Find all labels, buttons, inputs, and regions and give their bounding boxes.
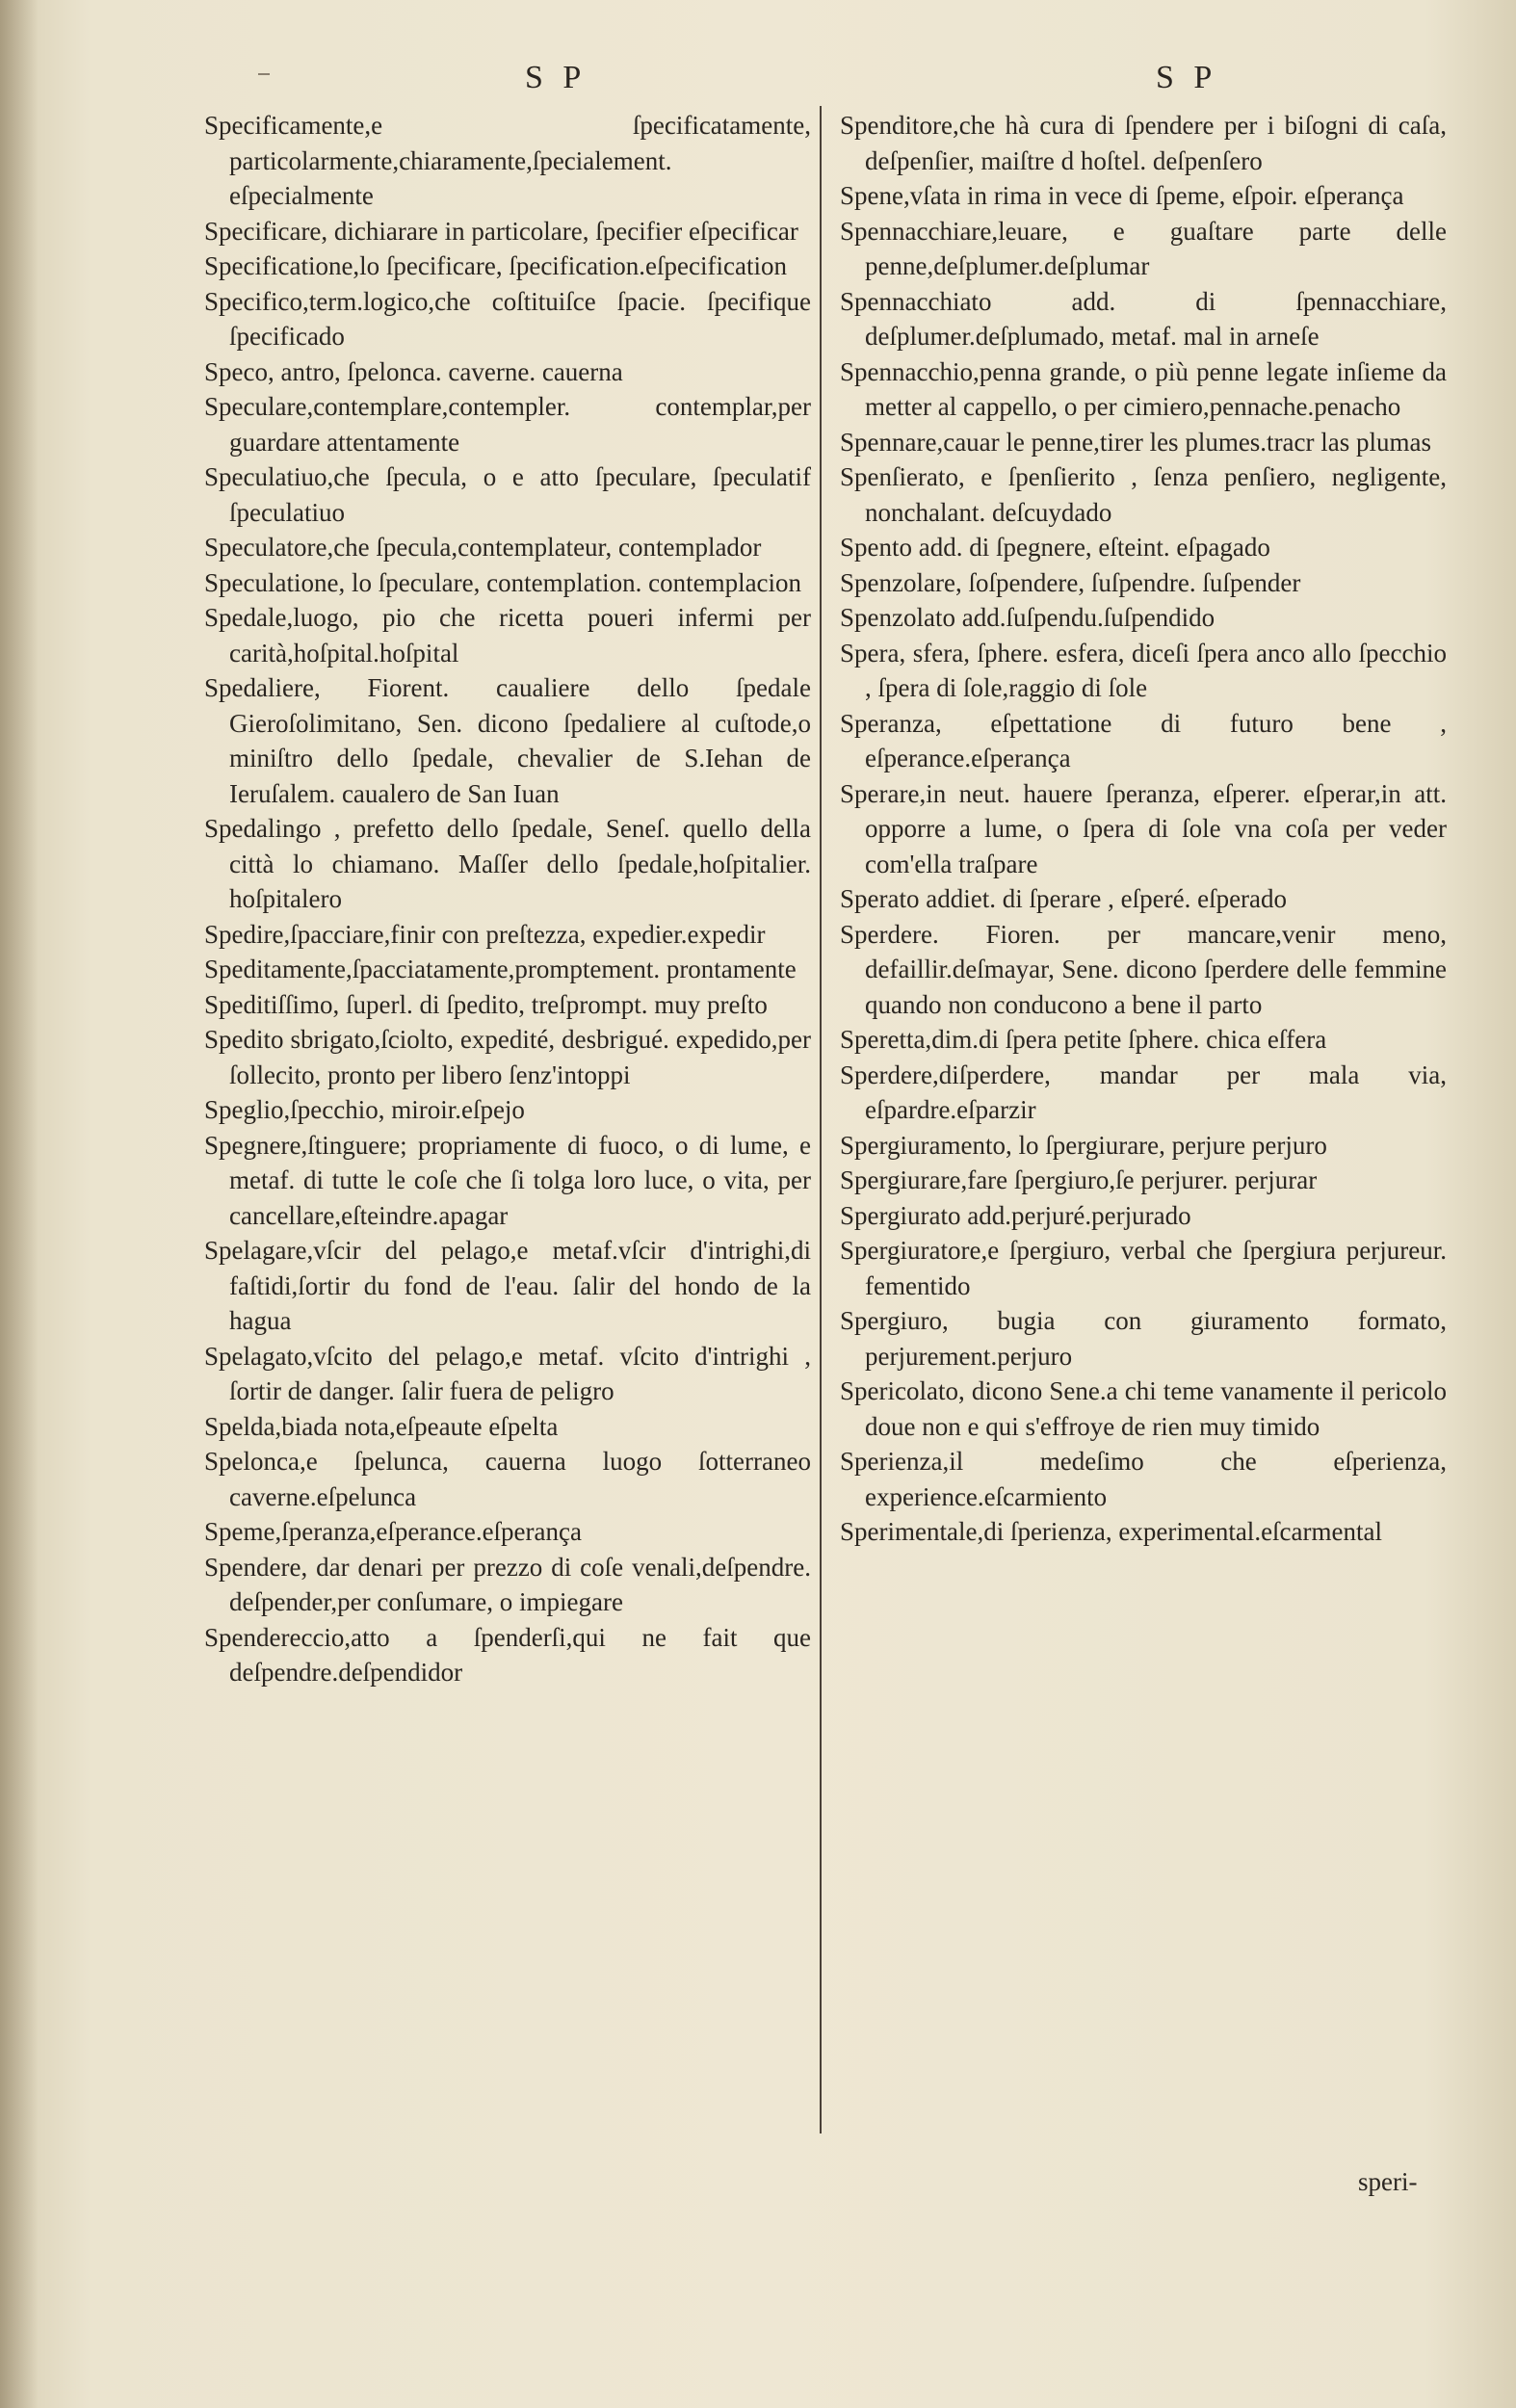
entry-left-17: Speglio,ſpecchio, miroir.eſpejo <box>204 1095 525 1124</box>
entry-left-1: Specificamente,e ſpecificatamente, particolarmente,chiaramente,ſpecialement. eſpecialmente <box>204 111 811 210</box>
entry-right-6: Spennare,cauar le penne,tirer les plumes.tracr las plumas <box>840 427 1431 457</box>
entry-right-10: Spenzolato add.ſuſpendu.ſuſpendido <box>840 603 1215 632</box>
entry-left-13: Spedire,ſpacciare,finir con preſtezza, expedier.expedir <box>204 919 766 949</box>
catchword: speri- <box>1358 2167 1418 2196</box>
entry-right-20: Spergiurato add.perjuré.perjurado <box>840 1200 1191 1230</box>
entry-left-23: Speme,ſperanza,eſperance.eſperança <box>204 1517 582 1546</box>
entry-left-10: Spedale,luogo, pio che ricetta poueri infermi per carità,hoſpital.hoſpital <box>204 603 811 667</box>
entry-right-23: Spericolato, dicono Sene.a chi teme vanamente il pericolo doue non e qui s'effroye de rien muy timido <box>840 1376 1447 1441</box>
entry-left-25: Spendereccio,atto a ſpenderſi,qui ne fait que deſpendre.deſpendidor <box>204 1622 811 1687</box>
gutter-shadow <box>0 0 39 2408</box>
entry-right-19: Spergiurare,fare ſpergiuro,ſe perjurer. perjurar <box>840 1165 1318 1194</box>
entry-right-18: Spergiuramento, lo ſpergiurare, perjure perjuro <box>840 1130 1327 1160</box>
entry-left-4: Specifico,term.logico,che coſtituiſce ſpacie. ſpecifique ſpecificado <box>204 286 811 351</box>
entry-left-15: Speditiſſimo, ſuperl. di ſpedito, treſprompt. muy preſto <box>204 989 768 1019</box>
entry-left-24: Spendere, dar denari per prezzo di coſe venali,deſpendre. deſpender,per conſumare, o impiegare <box>204 1552 811 1616</box>
running-head-left: S P <box>525 60 588 95</box>
entry-left-3: Specificatione,lo ſpecificare, ſpecification.eſpecification <box>204 251 787 280</box>
right-column <box>840 108 1447 1550</box>
entry-right-1: Spenditore,che hà cura di ſpendere per i biſogni di caſa, deſpenſier, maiſtre d hoſtel. deſpenſero <box>840 111 1447 175</box>
entry-right-5: Spennacchio,penna grande, o più penne legate inſieme da metter al cappello, o per cimiero,pennache.penacho <box>840 356 1447 421</box>
entry-right-24: Sperienza,il medeſimo che eſperienza, experience.eſcarmiento <box>840 1447 1447 1511</box>
entry-right-12: Speranza, eſpettatione di futuro bene , eſperance.eſperança <box>840 708 1447 772</box>
entry-left-6: Speculare,contemplare,contempler. contemplar,per guardare attentamente <box>204 392 811 457</box>
entry-right-16: Speretta,dim.di ſpera petite ſphere. chica eſfera <box>840 1025 1327 1054</box>
column-divider <box>820 106 822 2133</box>
entry-left-11: Spedaliere, Fiorent. caualiere dello ſpedale Gieroſolimitano, Sen. dicono ſpedaliere al cuſtode,o miniſtro dello ſpedale, chevalier de S.Iehan de Ieruſalem. caualero de San Iuan <box>204 673 811 808</box>
entry-right-4: Spennacchiato add. di ſpennacchiare, deſplumer.deſplumado, metaf. mal in arneſe <box>840 286 1447 351</box>
entry-right-2: Spene,vſata in rima in vece di ſpeme, eſpoir. eſperança <box>840 181 1404 210</box>
entry-left-5: Speco, antro, ſpelonca. caverne. cauerna <box>204 356 623 386</box>
entry-right-17: Sperdere,diſperdere, mandar per mala via, eſpardre.eſparzir <box>840 1060 1447 1124</box>
entry-left-20: Spelagato,vſcito del pelago,e metaf. vſcito d'intrighi , ſortir de danger. ſalir fuera de peligro <box>204 1341 811 1405</box>
entry-right-14: Sperato addiet. di ſperare , eſperé. eſperado <box>840 884 1288 913</box>
entry-left-19: Spelagare,vſcir del pelago,e metaf.vſcir d'intrighi,di faſtidi,ſortir du fond de l'eau. ſalir del hondo de la hagua <box>204 1236 811 1335</box>
entry-left-12: Spedalingo , prefetto dello ſpedale, Seneſ. quello della città lo chiamano. Maſſer dello ſpedale,hoſpitalier. hoſpitalero <box>204 814 811 913</box>
entry-right-22: Spergiuro, bugia con giuramento formato, perjurement.perjuro <box>840 1306 1447 1371</box>
entry-right-9: Spenzolare, ſoſpendere, ſuſpendre. ſuſpender <box>840 567 1301 597</box>
entry-left-7: Speculatiuo,che ſpecula, o e atto ſpeculare, ſpeculatif ſpeculatiuo <box>204 462 811 527</box>
margin-mark <box>258 73 270 75</box>
entry-left-16: Spedito sbrigato,ſciolto, expedité, desbrigué. expedido,per ſollecito, pronto per libero ſenz'intoppi <box>204 1025 811 1089</box>
entry-right-8: Spento add. di ſpegnere, eſteint. eſpagado <box>840 533 1270 562</box>
left-column <box>204 108 811 1690</box>
entry-left-14: Speditamente,ſpacciatamente,promptement. prontamente <box>204 955 797 983</box>
entry-left-8: Speculatore,che ſpecula,contemplateur, contemplador <box>204 533 762 562</box>
entry-right-25: Sperimentale,di ſperienza, experimental.eſcarmental <box>840 1517 1382 1546</box>
entry-left-9: Speculatione, lo ſpeculare, contemplation. contemplacion <box>204 567 802 597</box>
entry-left-18: Spegnere,ſtinguere; propriamente di fuoco, o di lume, e metaf. di tutte le coſe che ſi tolga loro luce, o vita, per cancellare,eſteindre.apagar <box>204 1130 811 1230</box>
entry-right-7: Spenſierato, e ſpenſierito , ſenza penſiero, negligente, nonchalant. deſcuydado <box>840 462 1447 527</box>
entry-right-11: Spera, sfera, ſphere. esfera, diceſi ſpera anco allo ſpecchio , ſpera di ſole,raggio di ſole <box>840 638 1447 702</box>
entry-right-13: Sperare,in neut. hauere ſperanza, eſperer. eſperar,in att. opporre a lume, o ſpera di ſole vna coſa per veder com'ella traſpare <box>840 778 1447 878</box>
entry-right-15: Sperdere. Fioren. per mancare,venir meno, defaillir.deſmayar, Sene. dicono ſperdere delle femmine quando non conducono a bene il parto <box>840 919 1447 1019</box>
entry-left-22: Spelonca,e ſpelunca, cauerna luogo ſotterraneo caverne.eſpelunca <box>204 1447 811 1511</box>
entry-left-2: Specificare, dichiarare in particolare, ſpecifier eſpecificar <box>204 216 798 246</box>
running-head-right: S P <box>1156 60 1218 95</box>
entry-left-21: Spelda,biada nota,eſpeaute eſpelta <box>204 1411 559 1441</box>
entry-right-3: Spennacchiare,leuare, e guaſtare parte delle penne,deſplumer.deſplumar <box>840 216 1447 280</box>
entry-right-21: Spergiuratore,e ſpergiuro, verbal che ſpergiura perjureur. fementido <box>840 1236 1447 1300</box>
